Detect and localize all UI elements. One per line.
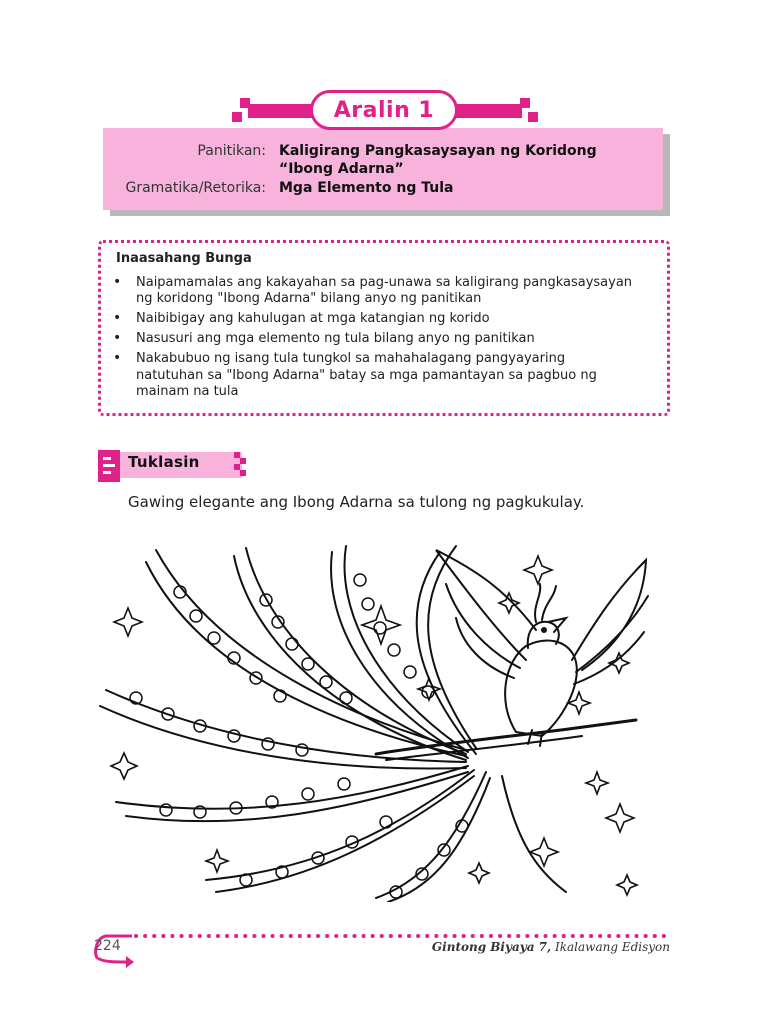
outcome-item-4-line3: mainam na tula [136, 384, 239, 399]
bullet-icon: • [113, 310, 122, 326]
header-deco-left-step2 [232, 112, 242, 122]
literature-value-line1: Kaligirang Pangkasaysayan ng Koridong [279, 143, 597, 159]
section-title: Tuklasin [128, 453, 200, 471]
bullet-icon: • [113, 274, 122, 290]
header-deco-right-bar [456, 104, 522, 118]
section-deco-right-icon [234, 452, 248, 480]
outcome-item-4-line2: natutuhan sa "Ibong Adarna" batay sa mga pamantayan sa pagbuo ng [136, 368, 597, 383]
bullet-icon: • [113, 350, 122, 366]
page-number: 224 [94, 938, 121, 954]
book-edition: Ikalawang Edisyon [555, 940, 670, 954]
phoenix-illustration [96, 540, 660, 902]
tail-feathers [100, 546, 566, 902]
book-title: Gintong Biyaya 7, [431, 940, 552, 954]
header-deco-left-step [240, 98, 250, 108]
literature-value-line2: “Ibong Adarna” [279, 161, 404, 177]
bullet-icon: • [113, 330, 122, 346]
literature-label: Panitikan: [197, 143, 266, 159]
grammar-label: Gramatika/Retorika: [125, 180, 266, 196]
header-deco-left-bar [248, 104, 314, 118]
grammar-value: Mga Elemento ng Tula [279, 180, 454, 196]
outcome-item-4-line1: Nakabubuo ng isang tula tungkol sa mahahalagang pangyayaring [136, 351, 566, 366]
outcome-item-1-line1: Naipamamalas ang kakayahan sa pag-unawa sa kaligirang pangkasaysayan [136, 275, 633, 290]
footer-book-title [432, 940, 670, 954]
outcomes-title: Inaasahang Bunga [116, 251, 252, 266]
lesson-title: Aralin 1 [310, 90, 458, 130]
header-deco-right-step [520, 98, 530, 108]
outcome-item-1-line2: ng koridong "Ibong Adarna" bilang anyo ng panitikan [136, 291, 482, 306]
header-deco-right-step2 [528, 112, 538, 122]
activity-instruction: Gawing elegante ang Ibong Adarna sa tulong ng pagkukulay. [128, 493, 585, 511]
outcome-item-2: Naibibigay ang kahulugan at mga katangian ng korido [136, 311, 490, 326]
outcome-item-3: Nasusuri ang mga elemento ng tula bilang anyo ng panitikan [136, 331, 535, 346]
